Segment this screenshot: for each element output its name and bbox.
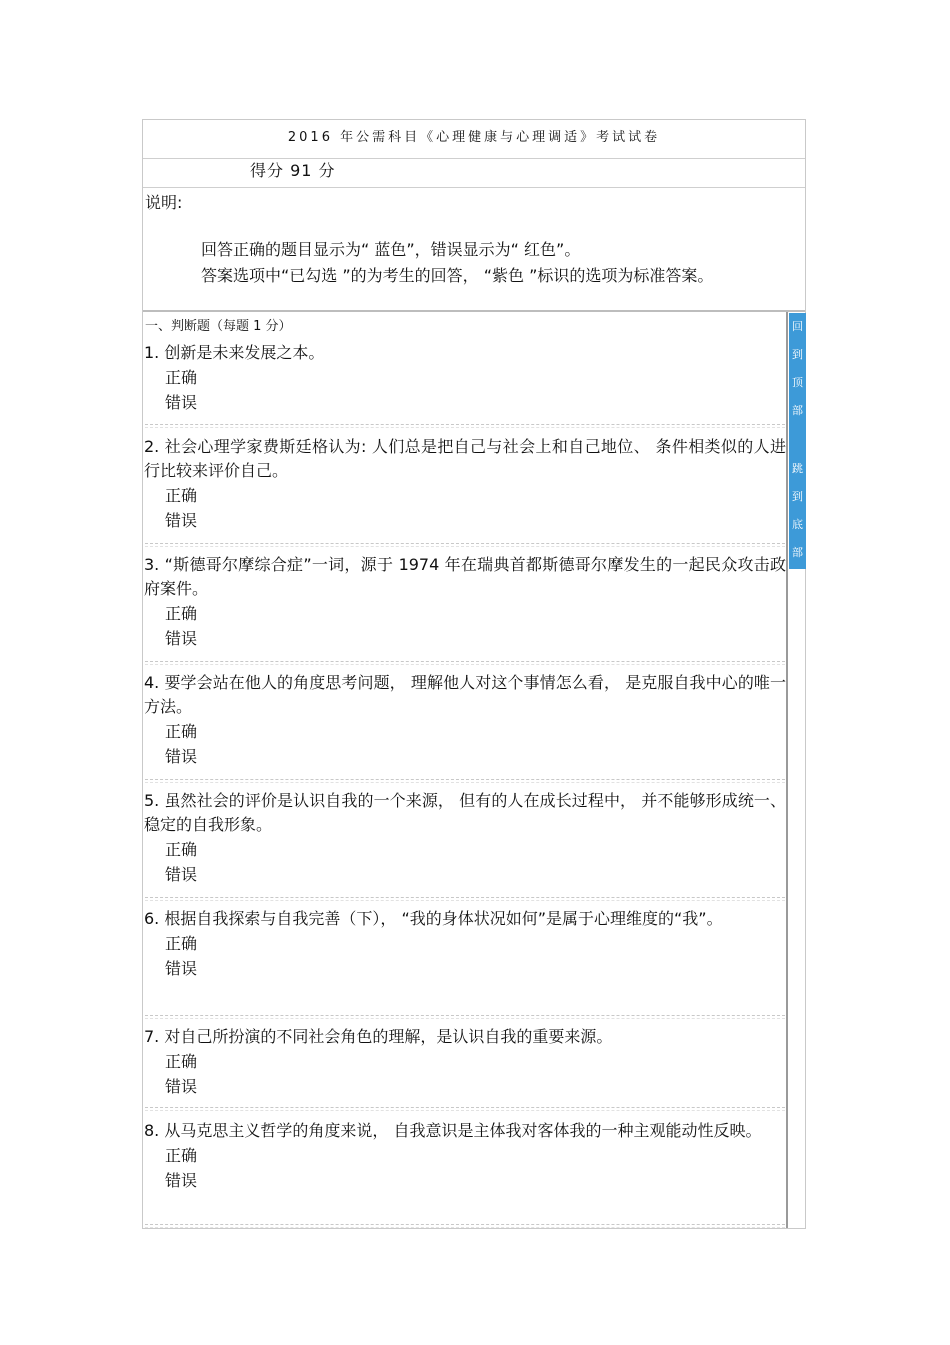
question-item <box>143 553 786 651</box>
question-text: 8. 从马克思主义哲学的角度来说， 自我意识是主体我对客体我的一种主观能动性反映。 <box>144 1121 762 1140</box>
question-panel[interactable] <box>143 312 788 1228</box>
option-true[interactable]: 正确 <box>165 840 198 859</box>
score-text: 得分 91 分 <box>250 161 336 180</box>
nav-jump-to-bottom-char[interactable]: 部 <box>792 546 803 559</box>
description-line-1: 回答正确的题目显示为“ 蓝色”，错误显示为“ 红色”。 <box>201 240 581 259</box>
question-separator <box>145 1107 785 1111</box>
option-true[interactable]: 正确 <box>165 486 198 505</box>
question-separator <box>145 1015 785 1019</box>
option-true[interactable]: 正确 <box>165 604 198 623</box>
question-separator <box>145 897 785 901</box>
exam-frame <box>142 119 806 1229</box>
option-true[interactable]: 正确 <box>165 934 198 953</box>
side-nav-bar[interactable] <box>789 313 806 569</box>
question-item <box>143 1119 786 1193</box>
question-item <box>143 907 786 981</box>
description-label: 说明: <box>145 193 183 212</box>
question-text: 6. 根据自我探索与自我完善（下）， “我的身体状况如何”是属于心理维度的“我”。 <box>144 909 723 928</box>
option-false[interactable]: 错误 <box>165 865 198 884</box>
question-separator <box>145 543 785 547</box>
option-false[interactable]: 错误 <box>165 511 198 530</box>
exam-title: 2016 年公需科目《心理健康与心理调适》考试试卷 <box>143 120 805 159</box>
option-true[interactable]: 正确 <box>165 1052 198 1071</box>
nav-back-to-top-char[interactable]: 回 <box>792 320 803 333</box>
nav-gap <box>789 425 806 455</box>
question-text: 7. 对自己所扮演的不同社会角色的理解，是认识自我的重要来源。 <box>144 1027 613 1046</box>
question-separator <box>145 1224 785 1228</box>
question-item <box>143 671 786 769</box>
option-false[interactable]: 错误 <box>165 1171 198 1190</box>
option-false[interactable]: 错误 <box>165 959 198 978</box>
question-separator <box>145 424 785 428</box>
question-separator <box>145 779 785 783</box>
option-true[interactable]: 正确 <box>165 368 198 387</box>
nav-back-to-top-char[interactable]: 顶 <box>792 376 803 389</box>
option-false[interactable]: 错误 <box>165 393 198 412</box>
question-text: 5. 虽然社会的评价是认识自我的一个来源， 但有的人在成长过程中， 并不能够形成统一、稳定的自我形象。 <box>144 791 786 834</box>
nav-jump-to-bottom-char[interactable]: 到 <box>792 490 803 503</box>
option-false[interactable]: 错误 <box>165 747 198 766</box>
option-true[interactable]: 正确 <box>165 1146 198 1165</box>
question-item <box>143 1025 786 1099</box>
nav-jump-to-bottom-char[interactable]: 底 <box>792 518 803 531</box>
option-true[interactable]: 正确 <box>165 722 198 741</box>
nav-back-to-top-char[interactable]: 到 <box>792 348 803 361</box>
description-line-2: 答案选项中“已勾选 ”的为考生的回答， “紫色 ”标识的选项为标准答案。 <box>201 266 714 285</box>
option-false[interactable]: 错误 <box>165 1077 198 1096</box>
section-title: 一、判断题（每题 1 分） <box>145 319 292 334</box>
question-item <box>143 789 786 887</box>
nav-back-to-top-char[interactable]: 部 <box>792 404 803 417</box>
question-separator <box>145 661 785 665</box>
question-text: 2. 社会心理学家费斯廷格认为: 人们总是把自己与社会上和自己地位、 条件相类似的人进行比较来评价自己。 <box>144 437 786 480</box>
question-text: 4. 要学会站在他人的角度思考问题， 理解他人对这个事情怎么看， 是克服自我中心的唯一方法。 <box>144 673 786 716</box>
question-item <box>143 435 786 533</box>
nav-jump-to-bottom-char[interactable]: 跳 <box>792 462 803 475</box>
score-row <box>143 158 805 188</box>
question-text: 3. “斯德哥尔摩综合症”一词，源于 1974 年在瑞典首都斯德哥尔摩发生的一起民众攻击政府案件。 <box>144 555 786 598</box>
question-item <box>143 341 786 415</box>
question-text: 1. 创新是未来发展之本。 <box>144 343 325 362</box>
option-false[interactable]: 错误 <box>165 629 198 648</box>
